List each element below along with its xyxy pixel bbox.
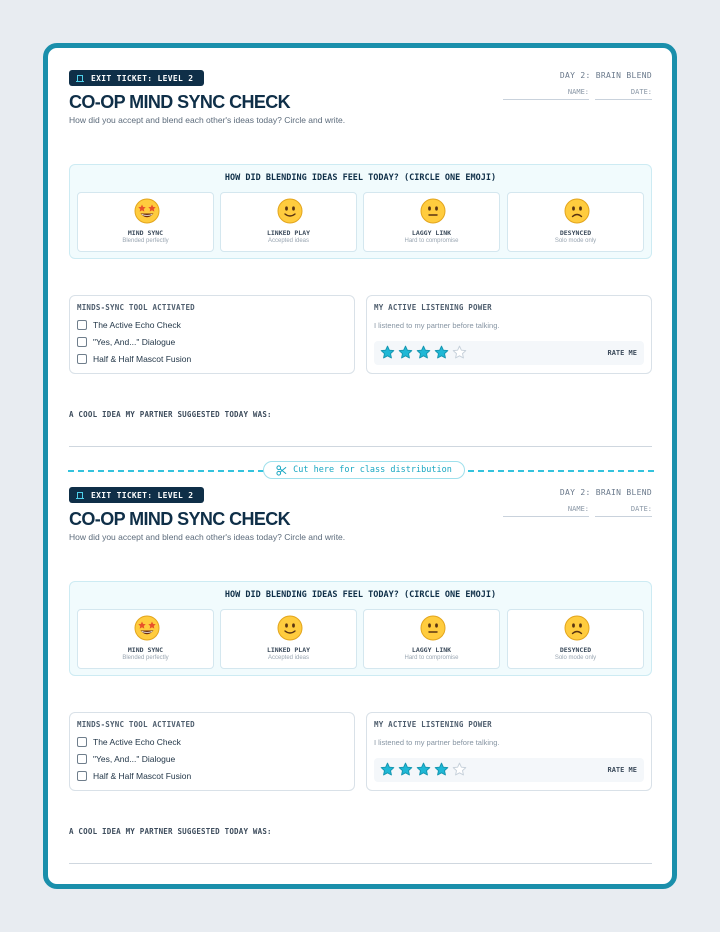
- emoji-name: LAGGY LINK: [411, 229, 452, 237]
- star-empty-icon[interactable]: [452, 345, 467, 360]
- listening-title: MY ACTIVE LISTENING POWER: [374, 303, 492, 312]
- tool-option[interactable]: [77, 354, 191, 364]
- emoji-name: MIND SYNC: [127, 646, 164, 654]
- neutral-face-icon: [420, 198, 446, 224]
- star-rating[interactable]: [380, 345, 467, 360]
- tools-title: MINDS-SYNC TOOL ACTIVATED: [77, 303, 195, 312]
- emoji-name: MIND SYNC: [127, 229, 164, 237]
- idea-prompt: A COOL IDEA MY PARTNER SUGGESTED TODAY WAS:: [69, 827, 272, 836]
- star-filled-icon[interactable]: [380, 762, 395, 777]
- checkbox[interactable]: [77, 354, 87, 364]
- tool-option[interactable]: [77, 771, 191, 781]
- emoji-desc: Accepted ideas: [267, 238, 310, 244]
- tool-label: The Active Echo Check: [93, 320, 181, 330]
- emoji-card-linked-play[interactable]: [220, 609, 357, 669]
- emoji-card-desynced[interactable]: [507, 192, 644, 252]
- tool-option[interactable]: [77, 737, 181, 747]
- star-empty-icon[interactable]: [452, 762, 467, 777]
- date-field[interactable]: DATE:: [595, 505, 652, 517]
- page-title: CO-OP MIND SYNC CHECK: [69, 92, 291, 112]
- emoji-question: HOW DID BLENDING IDEAS FEEL TODAY? (CIRCLE ONE EMOJI): [224, 590, 497, 600]
- emoji-panel: [69, 581, 652, 676]
- emoji-card-laggy-link[interactable]: [363, 192, 500, 252]
- badge-label: EXIT TICKET: LEVEL 2: [91, 73, 194, 83]
- emoji-card-linked-play[interactable]: [220, 192, 357, 252]
- emoji-card-mind-sync[interactable]: [77, 609, 214, 669]
- rating-bar: [374, 341, 644, 365]
- checkbox[interactable]: [77, 754, 87, 764]
- page-title: CO-OP MIND SYNC CHECK: [69, 509, 291, 529]
- page-subtitle: How did you accept and blend each other's ideas today? Circle and write.: [69, 532, 346, 542]
- emoji-panel: [69, 164, 652, 259]
- idea-write-line[interactable]: [69, 446, 652, 447]
- day-label: DAY 2: BRAIN BLEND: [559, 71, 652, 80]
- emoji-desc: Hard to compromise: [404, 655, 459, 661]
- emoji-card-mind-sync[interactable]: [77, 192, 214, 252]
- listening-panel: [366, 295, 652, 374]
- checkbox[interactable]: [77, 320, 87, 330]
- emoji-desc: Accepted ideas: [267, 655, 310, 661]
- rate-label: RATE ME: [607, 766, 637, 774]
- tool-label: "Yes, And..." Dialogue: [93, 337, 176, 347]
- listening-panel: [366, 712, 652, 791]
- star-struck-face-icon: [134, 615, 160, 641]
- tool-option[interactable]: [77, 337, 175, 347]
- tool-option[interactable]: [77, 320, 181, 330]
- frowning-face-icon: [564, 198, 590, 224]
- tools-title: MINDS-SYNC TOOL ACTIVATED: [77, 720, 195, 729]
- name-field[interactable]: NAME:: [503, 88, 589, 100]
- checkbox[interactable]: [77, 337, 87, 347]
- checkbox[interactable]: [77, 771, 87, 781]
- frowning-face-icon: [564, 615, 590, 641]
- slightly-smiling-face-icon: [277, 198, 303, 224]
- emoji-question: HOW DID BLENDING IDEAS FEEL TODAY? (CIRCLE ONE EMOJI): [224, 173, 497, 183]
- ticket-icon: [75, 491, 85, 500]
- tool-label: The Active Echo Check: [93, 737, 181, 747]
- worksheet-frame: [43, 43, 677, 889]
- badge-label: EXIT TICKET: LEVEL 2: [91, 490, 194, 500]
- emoji-name: DESYNCED: [559, 229, 592, 237]
- emoji-desc: Hard to compromise: [404, 238, 459, 244]
- emoji-desc: Solo mode only: [554, 238, 597, 244]
- ticket-badge: [69, 70, 204, 86]
- emoji-name: LAGGY LINK: [411, 646, 452, 654]
- emoji-name: LINKED PLAY: [266, 646, 311, 654]
- idea-write-line[interactable]: [69, 863, 652, 864]
- idea-prompt: A COOL IDEA MY PARTNER SUGGESTED TODAY WAS:: [69, 410, 272, 419]
- star-filled-icon[interactable]: [434, 345, 449, 360]
- emoji-desc: Blended perfectly: [122, 655, 169, 661]
- tool-label: Half & Half Mascot Fusion: [93, 354, 192, 364]
- cut-label: Cut here for class distribution: [293, 465, 452, 475]
- date-field[interactable]: DATE:: [595, 88, 652, 100]
- ticket-icon: [75, 74, 85, 83]
- cut-divider: [68, 461, 654, 479]
- tool-label: Half & Half Mascot Fusion: [93, 771, 192, 781]
- star-filled-icon[interactable]: [416, 345, 431, 360]
- star-struck-face-icon: [134, 198, 160, 224]
- cut-label-pill: [263, 461, 465, 479]
- emoji-desc: Blended perfectly: [122, 238, 169, 244]
- rating-bar: [374, 758, 644, 782]
- name-field[interactable]: NAME:: [503, 505, 589, 517]
- page-subtitle: How did you accept and blend each other's ideas today? Circle and write.: [69, 115, 346, 125]
- star-filled-icon[interactable]: [398, 345, 413, 360]
- emoji-card-laggy-link[interactable]: [363, 609, 500, 669]
- emoji-name: LINKED PLAY: [266, 229, 311, 237]
- day-label: DAY 2: BRAIN BLEND: [559, 488, 652, 497]
- emoji-card-desynced[interactable]: [507, 609, 644, 669]
- scissors-icon: [276, 465, 287, 476]
- star-rating[interactable]: [380, 762, 467, 777]
- star-filled-icon[interactable]: [416, 762, 431, 777]
- star-filled-icon[interactable]: [398, 762, 413, 777]
- listening-statement: I listened to my partner before talking.: [374, 738, 500, 747]
- emoji-name: DESYNCED: [559, 646, 592, 654]
- slightly-smiling-face-icon: [277, 615, 303, 641]
- checkbox[interactable]: [77, 737, 87, 747]
- star-filled-icon[interactable]: [380, 345, 395, 360]
- tools-panel: [69, 712, 355, 791]
- rate-label: RATE ME: [607, 349, 637, 357]
- ticket-badge: [69, 487, 204, 503]
- listening-title: MY ACTIVE LISTENING POWER: [374, 720, 492, 729]
- emoji-desc: Solo mode only: [554, 655, 597, 661]
- tool-label: "Yes, And..." Dialogue: [93, 754, 176, 764]
- star-filled-icon[interactable]: [434, 762, 449, 777]
- listening-statement: I listened to my partner before talking.: [374, 321, 500, 330]
- neutral-face-icon: [420, 615, 446, 641]
- tools-panel: [69, 295, 355, 374]
- tool-option[interactable]: [77, 754, 175, 764]
